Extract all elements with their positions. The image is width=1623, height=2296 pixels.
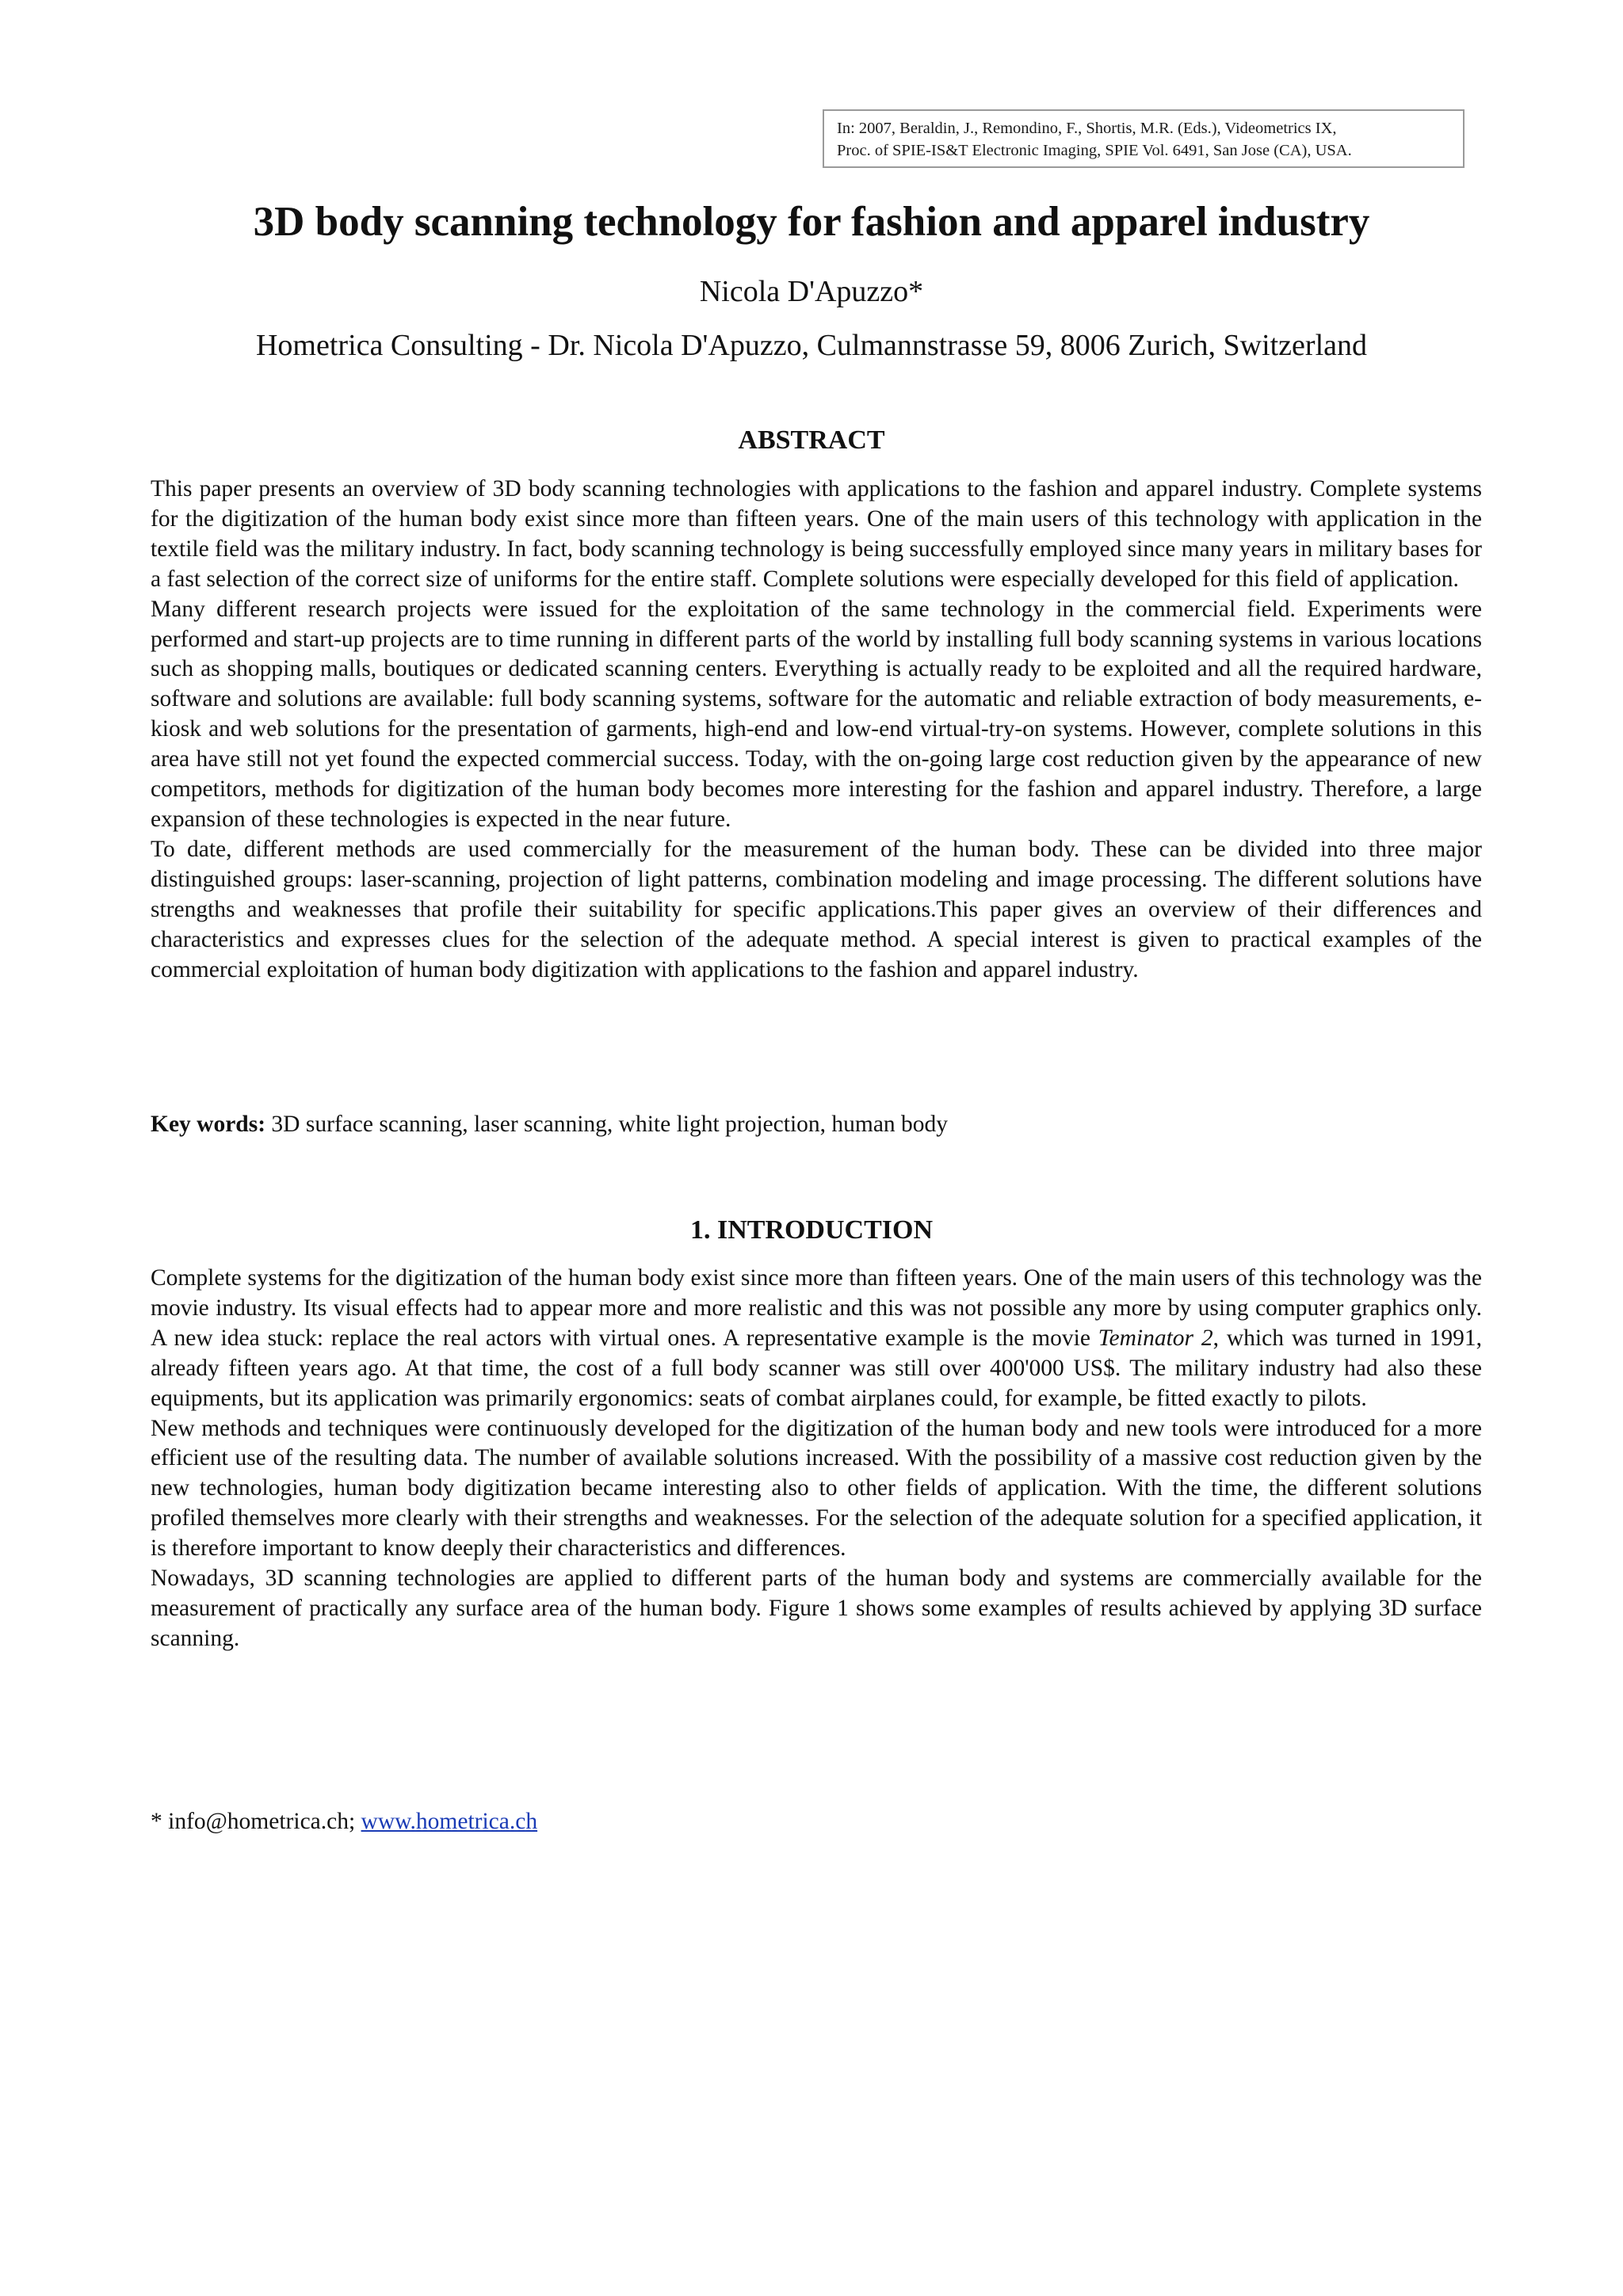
introduction-paragraph-3: Nowadays, 3D scanning technologies are applied to different parts of the human body and systems are commercially available for the measurement of practically any surface area of the human body. Figure 1 shows some examples of results achieved by applying 3D surface scanning. [151, 1566, 1482, 1651]
introduction-heading: 1. INTRODUCTION [689, 1215, 934, 1245]
intro-p1-before: Complete systems for the digitization of the human body exist since more than fifteen years. One of the main users of this technology was the movie industry. Its visual effects had to appear more and more realistic and this was not possible any more by using computer graphics only. A new idea stuck: replace the real actors with virtual ones. A representative example is the movie [151, 1265, 1482, 1351]
introduction-paragraph-1 [151, 1264, 1482, 1414]
footnote-email: * info@hometrica.ch; [151, 1809, 361, 1834]
author-affiliation: Hometrica Consulting - Dr. Nicola D'Apuzzo, Culmannstrasse 59, 8006 Zurich, Switzerland [255, 329, 1367, 362]
citation-box [823, 109, 1465, 168]
intro-p1-after: , which was turned in 1991, already fifteen years ago. At that time, the cost of a full body scanner was still over 400'000 US$. The military industry had also these equipments, but its application was primarily ergonomics: seats of combat airplanes could, for example, be fitted exactly to pilots. [151, 1325, 1483, 1411]
keywords-label: Key words: [151, 1112, 266, 1137]
footnote [151, 1806, 537, 1836]
movie-title: Teminator 2 [1098, 1325, 1213, 1351]
citation-line-2: Proc. of SPIE-IS&T Electronic Imaging, SPIE Vol. 6491, San Jose (CA), USA. [837, 142, 1352, 159]
abstract-paragraph-2: Many different research projects were issued for the exploitation of the same technology in the commercial field. Experiments were performed and start-up projects are to time running in different parts of the world by installing full body scanning systems in various locations such as shopping malls, boutiques or dedicated scanning centers. Everything is actually ready to be exploited and all the required hardware, software and solutions are available: full body scanning systems, software for the automatic and reliable extraction of body measurements, e-kiosk and web solutions for the presentation of garments, high-end and low-end virtual-try-on systems. However, complete solutions in this area have still not yet found the expected commercial success. Today, with the on-going large cost reduction given by the appearance of new competitors, methods for digitization of the human body becomes more interesting for the fashion and apparel industry. Therefore, a large expansion of these technologies is expected in the near future. [151, 596, 1482, 832]
introduction-paragraph-2: New methods and techniques were continuously developed for the digitization of the human body and new tools were introduced for a more efficient use of the resulting data. The number of available solutions increased. With the possibility of a massive cost reduction given by the new technologies, human body digitization became interesting also to other fields of application. With the time, the different solutions profiled themselves more clearly with their strengths and weaknesses. For the selection of the adequate solution for a specified application, it is therefore important to know deeply their characteristics and differences. [151, 1415, 1482, 1562]
abstract-body [151, 475, 1482, 985]
paper-title: 3D body scanning technology for fashion and apparel industry [253, 199, 1370, 245]
citation-line-1: In: 2007, Beraldin, J., Remondino, F., Shortis, M.R. (Eds.), Videometrics IX, [837, 120, 1337, 137]
introduction-body [151, 1264, 1482, 1654]
author-name: Nicola D'Apuzzo* [699, 275, 924, 308]
abstract-heading: ABSTRACT [738, 425, 885, 455]
website-link[interactable]: www.hometrica.ch [361, 1809, 538, 1834]
abstract-paragraph-1: This paper presents an overview of 3D body scanning technologies with applications to the fashion and apparel industry. Complete systems for the digitization of the human body exist since more than fifteen years. One of the main users of this technology with application in the textile field was the military industry. In fact, body scanning technology is being successfully employed since many years in military bases for a fast selection of the correct size of uniforms for the entire staff. Complete solutions were especially developed for this field of application. [151, 476, 1482, 592]
keywords-text: 3D surface scanning, laser scanning, white light projection, human body [265, 1112, 949, 1137]
abstract-paragraph-3: To date, different methods are used commercially for the measurement of the human body. These can be divided into three major distinguished groups: laser-scanning, projection of light patterns, combination modeling and image processing. The different solutions have strengths and weaknesses that profile their suitability for specific applications.This paper gives an overview of their differences and characteristics and expresses clues for the selection of the adequate method. A special interest is given to practical examples of the commercial exploitation of human body digitization with applications to the fashion and apparel industry. [151, 836, 1482, 982]
keywords [151, 1109, 1482, 1139]
